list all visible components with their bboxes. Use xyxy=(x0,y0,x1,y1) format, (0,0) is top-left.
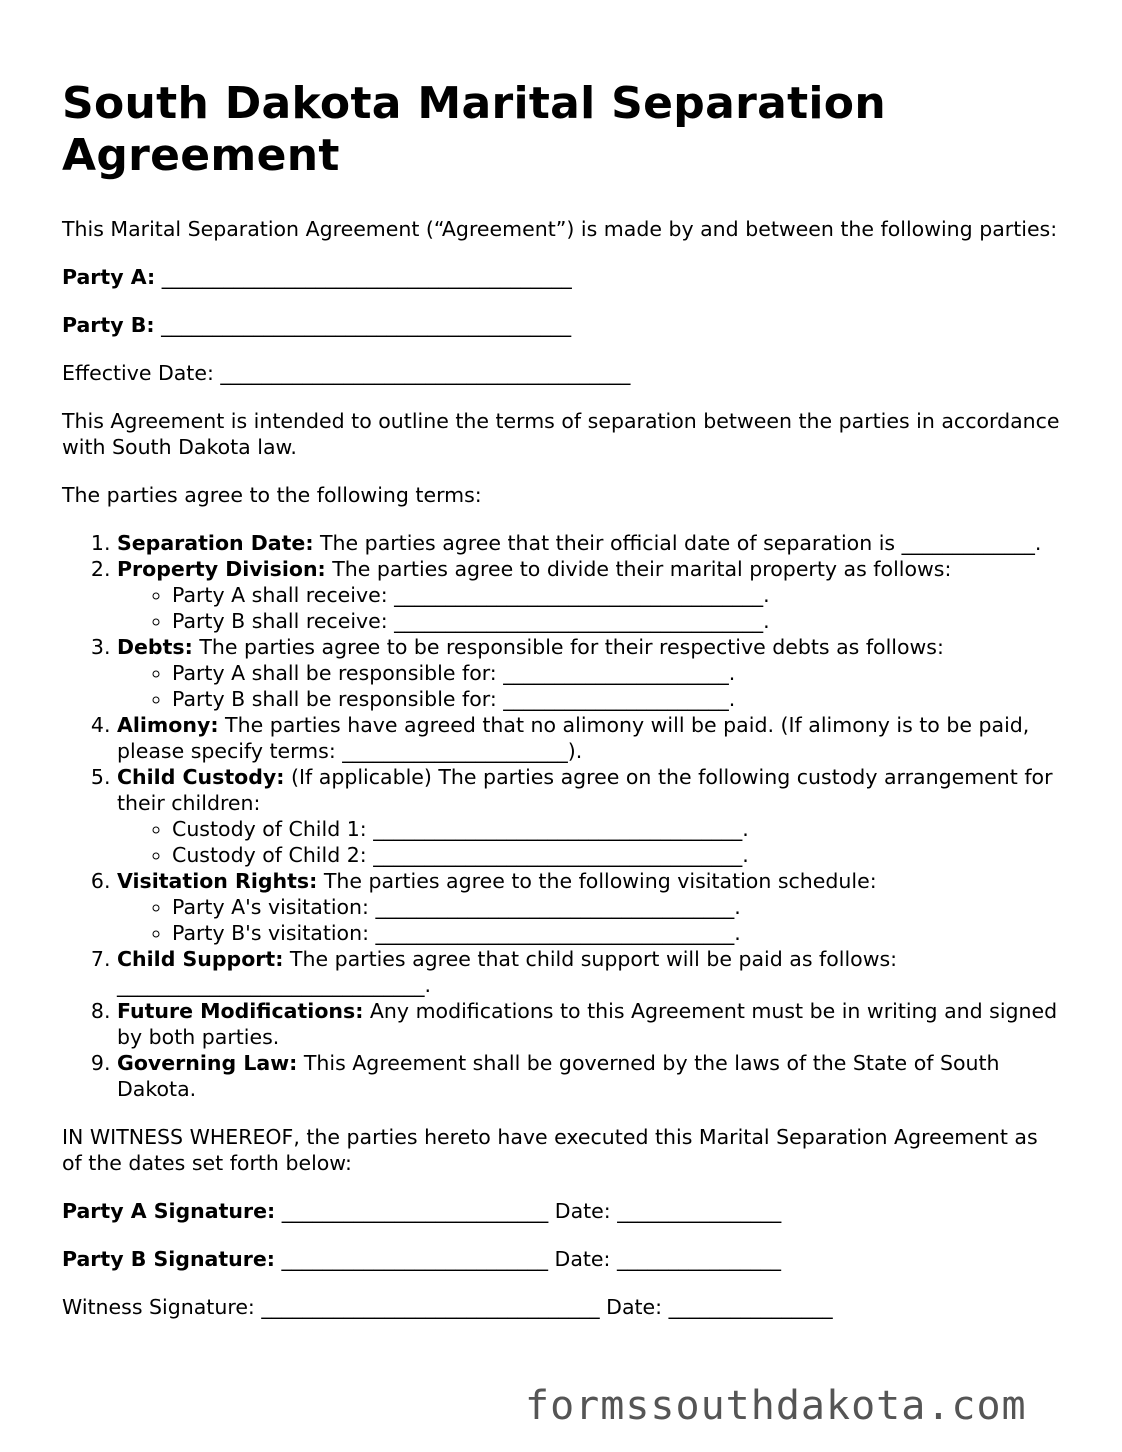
document-page xyxy=(62,78,1062,1342)
witness-signature-line xyxy=(62,1294,1062,1320)
term-governing-law xyxy=(117,1050,1062,1102)
list-item: ◦ Party B shall be responsible for: ______________________. xyxy=(172,686,1062,712)
date-label: Date: xyxy=(606,1295,663,1319)
signature-blank[interactable]: _________________________________ xyxy=(261,1295,600,1319)
list-item: ◦ Party A shall receive: ____________________________________. xyxy=(172,582,1062,608)
list-item: ◦ Custody of Child 2: ____________________________________. xyxy=(172,842,1062,868)
sub-list xyxy=(117,816,1062,868)
list-item: ◦ Party A's visitation: ___________________________________. xyxy=(172,894,1062,920)
terms-intro: The parties agree to the following terms: xyxy=(62,483,482,507)
term-heading: Child Support: xyxy=(117,947,284,971)
sub-list xyxy=(117,582,1062,634)
party-a-label: Party A: xyxy=(62,265,156,289)
effective-date-field xyxy=(62,360,1062,386)
term-text: The parties agree to the following visitation schedule: xyxy=(317,869,877,893)
signature-blank[interactable]: __________________________ xyxy=(281,1199,549,1223)
date-blank[interactable]: ________________ xyxy=(668,1295,833,1319)
term-debts xyxy=(117,634,1062,712)
date-blank[interactable]: ________________ xyxy=(616,1247,781,1271)
terms-list xyxy=(62,530,1062,1102)
effective-date-label: Effective Date: xyxy=(62,361,214,385)
sub-list xyxy=(117,894,1062,946)
signature-blank[interactable]: __________________________ xyxy=(281,1247,549,1271)
date-blank[interactable]: ________________ xyxy=(617,1199,782,1223)
party-b-blank[interactable]: ________________________________________ xyxy=(161,313,572,337)
term-child-custody xyxy=(117,764,1062,868)
term-heading: Alimony: xyxy=(117,713,219,737)
intro-paragraph: This Marital Separation Agreement (“Agreement”) is made by and between the following parties: xyxy=(62,217,1058,241)
term-text: (If applicable) The parties agree on the following custody arrangement for their children: xyxy=(117,765,1053,815)
date-label: Date: xyxy=(554,1199,611,1223)
term-text: The parties have agreed that no alimony will be paid. (If alimony is to be paid, please specify terms: ______________________). xyxy=(117,713,1030,763)
party-a-field xyxy=(62,264,1062,290)
term-heading: Separation Date: xyxy=(117,531,314,555)
party-b-field xyxy=(62,312,1062,338)
term-text: The parties agree to divide their marital property as follows: xyxy=(325,557,952,581)
term-text: The parties agree that their official date of separation is _____________. xyxy=(313,531,1042,555)
term-visitation-rights xyxy=(117,868,1062,946)
term-heading: Governing Law: xyxy=(117,1051,298,1075)
list-item: ◦ Party B shall receive: ____________________________________. xyxy=(172,608,1062,634)
term-heading: Child Custody: xyxy=(117,765,285,789)
term-text: This Agreement shall be governed by the laws of the State of South Dakota. xyxy=(117,1051,1000,1101)
term-future-modifications xyxy=(117,998,1062,1050)
signature-label: Party B Signature: xyxy=(62,1247,275,1271)
term-text: Any modifications to this Agreement must be in writing and signed by both parties. xyxy=(117,999,1058,1049)
party-b-label: Party B: xyxy=(62,313,155,337)
date-label: Date: xyxy=(554,1247,611,1271)
page-title: South Dakota Marital Separation Agreement xyxy=(62,78,886,181)
term-child-support xyxy=(117,946,1062,998)
term-text: The parties agree that child support will be paid as follows: ______________________________. xyxy=(117,947,898,997)
signature-label: Witness Signature: xyxy=(62,1295,255,1319)
term-heading: Property Division: xyxy=(117,557,326,581)
term-separation-date xyxy=(117,530,1062,556)
term-heading: Future Modifications: xyxy=(117,999,364,1023)
site-watermark: formssouthdakota.com xyxy=(525,1383,1027,1429)
witness-paragraph: IN WITNESS WHEREOF, the parties hereto have executed this Marital Separation Agreement as of the dates set forth below: xyxy=(62,1125,1038,1175)
term-property-division xyxy=(117,556,1062,634)
list-item: ◦ Party A shall be responsible for: ______________________. xyxy=(172,660,1062,686)
list-item: ◦ Party B's visitation: ___________________________________. xyxy=(172,920,1062,946)
term-alimony xyxy=(117,712,1062,764)
effective-date-blank[interactable]: ________________________________________ xyxy=(220,361,631,385)
signature-label: Party A Signature: xyxy=(62,1199,276,1223)
term-text: The parties agree to be responsible for their respective debts as follows: xyxy=(192,635,944,659)
party-b-signature-line xyxy=(62,1246,1062,1272)
term-heading: Visitation Rights: xyxy=(117,869,318,893)
party-a-blank[interactable]: ________________________________________ xyxy=(161,265,572,289)
sub-list xyxy=(117,660,1062,712)
party-a-signature-line xyxy=(62,1198,1062,1224)
list-item: ◦ Custody of Child 1: ____________________________________. xyxy=(172,816,1062,842)
term-heading: Debts: xyxy=(117,635,193,659)
purpose-paragraph: This Agreement is intended to outline the terms of separation between the parties in accordance with South Dakota law. xyxy=(62,409,1060,459)
